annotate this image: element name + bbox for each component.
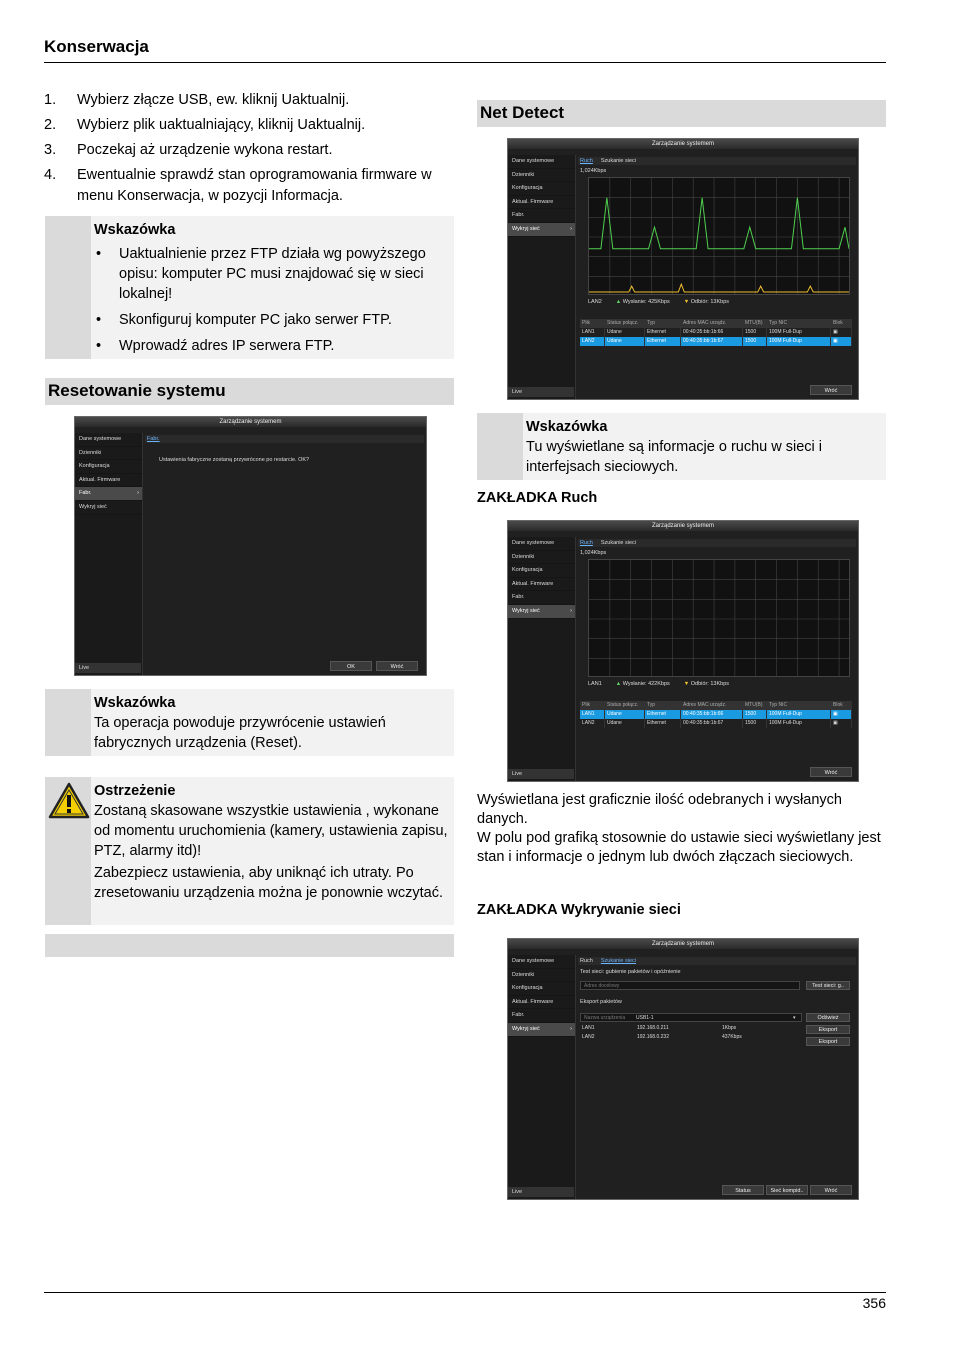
note-reset: Wskazówka Ta operacja powoduje przywrócenie ustawień fabrycznych urządzenia (Reset). bbox=[45, 689, 454, 756]
list-item: • Uaktualnienie przez FTP działa wg powyższego opisu: komputer PC musi znajdować się w sieci lokalnej! bbox=[96, 246, 426, 302]
steps-list bbox=[44, 90, 456, 211]
export-button[interactable]: Eksport bbox=[806, 1025, 850, 1034]
export-button[interactable]: Eksport bbox=[806, 1037, 850, 1046]
table-row[interactable]: LAN2 Udane Ethernet 00:40:35:bb:1b:67 1500 100M Full-Dup ▣ bbox=[580, 719, 852, 728]
list-item: • Wprowadź adres IP serwera FTP. bbox=[96, 338, 335, 354]
status-button[interactable]: Status bbox=[722, 1185, 764, 1195]
net-traffic-screenshot-2: Zarządzanie systemem Dane systemowe Dzienniki Konfiguracja Aktual. Firmware Fabr. Wykryj sieć › Live Ruch Szukanie sieci 1,024Kbps LAN1 ▲ Wysłanie: 422Kbps ▼ Odbiór: 13Kbps Plik Status połącz. Typ Adres MAC urządz. MTU(B) Typ NIC Blok LAN1 Udane Ethernet 00:40:35:bb:1b:66 1500 100M Full-Dup ▣ LAN2 Udane Ethernet 00:40:35:bb:1b:67 1500 100M Full-Dup ▣ Wróć bbox=[507, 520, 859, 782]
chevron-down-icon: ▾ bbox=[793, 1015, 796, 1021]
section-reset-heading: Resetowanie systemu bbox=[45, 378, 454, 405]
note-ftp bbox=[45, 216, 454, 359]
list-item: 2. Wybierz plik uaktualniający, kliknij Uaktualnij. bbox=[44, 117, 366, 133]
back-button[interactable]: Wróć bbox=[810, 385, 852, 395]
network-computer-button[interactable]: Sieć kompid.. bbox=[766, 1185, 808, 1195]
net-traffic-screenshot-1: Zarządzanie systemem Dane systemowe Dzienniki Konfiguracja Aktual. Firmware Fabr. Wykryj sieć › Live Ruch Szukanie sieci 1,024Kbps LAN2 ▲ Wysłanie: 425Kbps ▼ Odbiór: 13Kbps Plik Status połącz. Typ Adres MAC urządz. MTU(B) Typ NIC Blok LAN1 Udane Ethernet 00:40:35:bb:1b:66 1500 100M Full-Dup ▣ LAN2 Udane Ethernet 00:40:35:bb:1b:67 1500 100M Full-Dup ▣ Wróć bbox=[507, 138, 859, 400]
device-select[interactable]: Nazwa urządzenia USB1-1 ▾ bbox=[580, 1013, 802, 1022]
destination-input[interactable]: Adres docelowy bbox=[580, 981, 800, 990]
nic-table: Plik Status połącz. Typ Adres MAC urządz. MTU(B) Typ NIC Blok LAN1 Udane Ethernet 00:40:35:bb:1b:66 1500 100M Full-Dup ▣ LAN2 Udane Ethernet 00:40:35:bb:1b:67 1500 100M Full-Dup ▣ bbox=[580, 319, 852, 346]
section-net-heading: Net Detect bbox=[477, 100, 886, 127]
net-detect-screenshot: Zarządzanie systemem Dane systemowe Dzienniki Konfiguracja Aktual. Firmware Fabr. Wykryj sieć › Live Ruch Szukanie sieci Test sieci: gubienie pakietów i opóźnienie Adres docelowy Test sieci: g.. Eksport pakietów Nazwa urządzenia USB1-1 ▾ Odśwież LAN1 192.168.0.211 1Kbps LAN2 192.168.0.232 437Kbps Eksport Eksport Status Sieć kompid.. Wróć bbox=[507, 938, 859, 1200]
back-button[interactable]: Wróć bbox=[810, 767, 852, 777]
footer-rule bbox=[44, 1292, 886, 1293]
traffic-graph bbox=[588, 559, 850, 677]
table-row[interactable]: LAN2 192.168.0.232 437Kbps bbox=[582, 1034, 742, 1040]
refresh-button[interactable]: Odśwież bbox=[806, 1013, 850, 1022]
ok-button[interactable]: OK bbox=[330, 661, 372, 671]
list-item: • Skonfiguruj komputer PC jako serwer FTP. bbox=[96, 312, 392, 328]
list-item: 4. Ewentualnie sprawdź stan oprogramowania firmware w menu Konserwacja, w pozycji Informacja. bbox=[44, 167, 432, 204]
ruch-heading: ZAKŁADKA Ruch bbox=[477, 490, 598, 506]
table-row[interactable]: LAN2 Udane Ethernet 00:40:35:bb:1b:67 1500 100M Full-Dup ▣ bbox=[580, 337, 852, 346]
list-item: 3. Poczekaj aż urządzenie wykona restart. bbox=[44, 142, 333, 158]
reset-screenshot: Zarządzanie systemem Dane systemowe Dzienniki Konfiguracja Aktual. Firmware Fabr. › Wykryj sieć Live Fabr. Ustawienia fabryczne zostaną przywrócone po restarcie. OK? OK Wróć bbox=[74, 416, 427, 676]
wykrywanie-heading: ZAKŁADKA Wykrywanie sieci bbox=[477, 902, 681, 918]
note-title: Wskazówka bbox=[94, 222, 176, 238]
empty-bar bbox=[45, 934, 454, 957]
table-row[interactable]: LAN1 Udane Ethernet 00:40:35:bb:1b:66 1500 100M Full-Dup ▣ bbox=[580, 710, 852, 719]
list-item: 1. Wybierz złącze USB, ew. kliknij Uaktualnij. bbox=[44, 92, 350, 108]
note-net: Wskazówka Tu wyświetlane są informacje o ruchu w sieci i interfejsach sieciowych. bbox=[477, 413, 886, 480]
header-rule bbox=[44, 62, 886, 63]
page-number: 356 bbox=[862, 1295, 886, 1311]
warning-box: Ostrzeżenie Zostaną skasowane wszystkie ustawienia , wykonane od momentu uruchomienia (kamery, ustawienia zapisu, PTZ, alarmy itd)! Zabezpiecz ustawienia, aby uniknąć ich utraty. Po zresetowaniu urządzenia można je ponownie wczytać. bbox=[45, 777, 454, 925]
test-button[interactable]: Test sieci: g.. bbox=[806, 981, 850, 990]
page-header: Konserwacja bbox=[44, 37, 149, 56]
back-button[interactable]: Wróć bbox=[810, 1185, 852, 1195]
back-button[interactable]: Wróć bbox=[376, 661, 418, 671]
table-row[interactable]: LAN1 192.168.0.211 1Kbps bbox=[582, 1025, 737, 1031]
ruch-paragraph: Wyświetlana jest graficznie ilość odebranych i wysłanych danych. W polu pod grafiką stosownie do ustawie sieci wyświetlany jest stan i informacje o jednym lub dwóch złączach sieciowych. bbox=[477, 792, 881, 865]
lan-table bbox=[580, 1024, 802, 1042]
traffic-graph bbox=[588, 177, 850, 295]
table-row[interactable]: LAN1 Udane Ethernet 00:40:35:bb:1b:66 1500 100M Full-Dup ▣ bbox=[580, 328, 852, 337]
warning-icon bbox=[48, 782, 90, 820]
nic-table: Plik Status połącz. Typ Adres MAC urządz. MTU(B) Typ NIC Blok LAN1 Udane Ethernet 00:40:35:bb:1b:66 1500 100M Full-Dup ▣ LAN2 Udane Ethernet 00:40:35:bb:1b:67 1500 100M Full-Dup ▣ bbox=[580, 701, 852, 728]
